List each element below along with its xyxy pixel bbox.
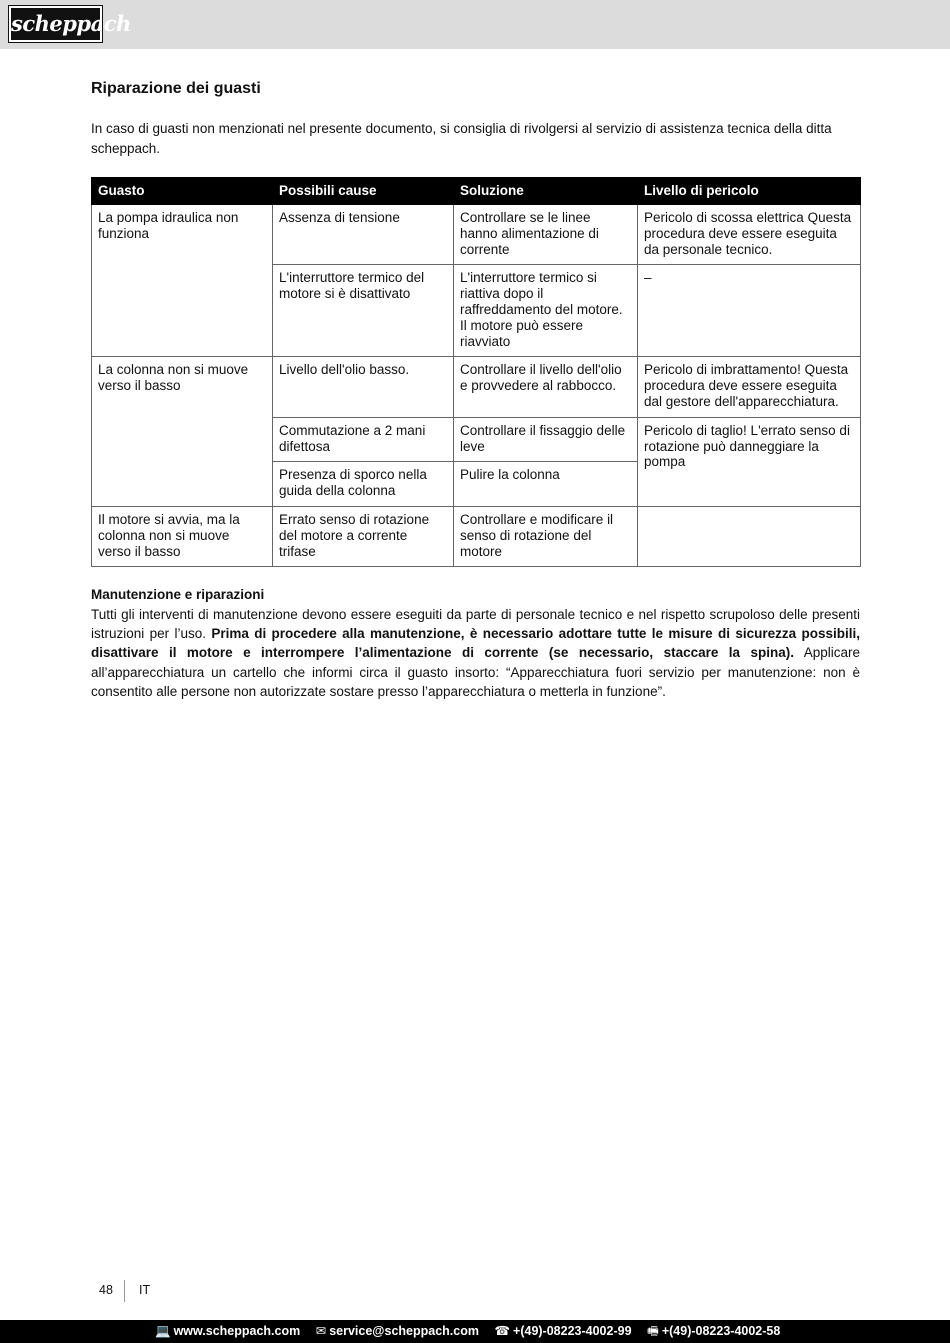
language-code: IT xyxy=(139,1283,151,1297)
fax-number: +(49)-08223-4002-58 xyxy=(661,1324,781,1338)
cause-cell: Livello dell'olio basso. xyxy=(273,357,454,417)
cause-cell: Errato senso di rotazione del motore a corrente trifase xyxy=(273,506,454,566)
cause-cell: Presenza di sporco nella guida della colonna xyxy=(273,462,454,507)
fault-cell: Il motore si avvia, ma la colonna non si muove verso il basso xyxy=(92,506,273,566)
header-band xyxy=(0,0,950,49)
table-row xyxy=(92,357,861,417)
fault-cell: La colonna non si muove verso il basso xyxy=(92,357,273,507)
danger-cell: – xyxy=(638,265,861,357)
website-contact[interactable] xyxy=(155,1324,300,1338)
cause-cell: Assenza di tensione xyxy=(273,205,454,265)
maintenance-text-1: Tutti gli interventi di manutenzione devono essere eseguiti da parte di personale tecnico e nel rispetto scrupoloso delle presenti istruzioni per l’uso. xyxy=(91,606,860,641)
intro-paragraph: In caso di guasti non menzionati nel presente documento, si consiglia di rivolgersi al servizio di assistenza tecnica della ditta scheppach. xyxy=(91,121,832,156)
header-solution: Soluzione xyxy=(454,178,638,205)
page-content xyxy=(91,78,860,701)
table-header-row xyxy=(92,178,861,205)
maintenance-title: Manutenzione e riparazioni xyxy=(91,587,265,603)
solution-cell: Pulire la colonna xyxy=(454,462,638,507)
solution-cell: L'interruttore termico si riattiva dopo il raffreddamento del motore. Il motore può essere riavviato xyxy=(454,265,638,357)
contact-bar xyxy=(0,1320,950,1343)
email-icon: ✉ xyxy=(315,1324,327,1338)
danger-cell xyxy=(638,506,861,566)
phone-contact xyxy=(494,1324,631,1338)
cause-cell: Commutazione a 2 mani difettosa xyxy=(273,417,454,462)
cause-cell: L'interruttore termico del motore si è disattivato xyxy=(273,265,454,357)
header-causes: Possibili cause xyxy=(273,178,454,205)
maintenance-text-2: Applicare all’apparecchiatura un cartello che informi circa il guasto insorto: “Apparecchiatura fuori servizio per manutenzione: non è consentito alle persone non autorizzate sostare presso l’apparecchiatura o metterla in funzione”. xyxy=(91,645,860,699)
email-contact[interactable] xyxy=(316,1324,479,1338)
table-row xyxy=(92,506,861,566)
danger-cell: Pericolo di scossa elettrica Questa procedura deve essere eseguita da personale tecnico. xyxy=(638,205,861,265)
danger-cell: Pericolo di taglio! L'errato senso di rotazione può danneggiare la pompa xyxy=(638,417,861,506)
scheppach-logo: scheppach xyxy=(9,6,102,42)
section-title: Riparazione dei guasti xyxy=(91,80,261,97)
maintenance-paragraph xyxy=(91,605,860,701)
fax-contact xyxy=(647,1324,780,1338)
danger-cell: Pericolo di imbrattamento! Questa procedura deve essere eseguita dal gestore dell'apparecchiatura. xyxy=(638,357,861,417)
troubleshooting-table xyxy=(91,177,861,567)
phone-number: +(49)-08223-4002-99 xyxy=(513,1324,632,1338)
header-fault: Guasto xyxy=(92,178,273,205)
email-link[interactable]: service@scheppach.com xyxy=(329,1324,479,1338)
page-number: 48 xyxy=(99,1283,113,1297)
maintenance-safety-warning: Prima di procedere alla manutenzione, è necessario adottare tutte le misure di sicurezza possibili, disattivare il motore e interrompere l’alimentazione di corrente (se necessario, staccare la spina). xyxy=(91,625,860,661)
table-row xyxy=(92,205,861,265)
website-link[interactable]: www.scheppach.com xyxy=(173,1324,301,1338)
fault-cell: La pompa idraulica non funziona xyxy=(92,205,273,357)
solution-cell: Controllare il livello dell'olio e provvedere al rabbocco. xyxy=(454,357,638,417)
solution-cell: Controllare se le linee hanno alimentazione di corrente xyxy=(454,205,638,265)
header-danger: Livello di pericolo xyxy=(638,178,861,205)
solution-cell: Controllare e modificare il senso di rotazione del motore xyxy=(454,506,638,566)
fax-icon: 🖷 xyxy=(647,1324,659,1338)
phone-icon: ☎ xyxy=(494,1324,511,1338)
computer-icon: 💻 xyxy=(155,1324,171,1338)
solution-cell: Controllare il fissaggio delle leve xyxy=(454,417,638,462)
page-divider xyxy=(124,1280,125,1302)
maintenance-section xyxy=(91,585,860,701)
